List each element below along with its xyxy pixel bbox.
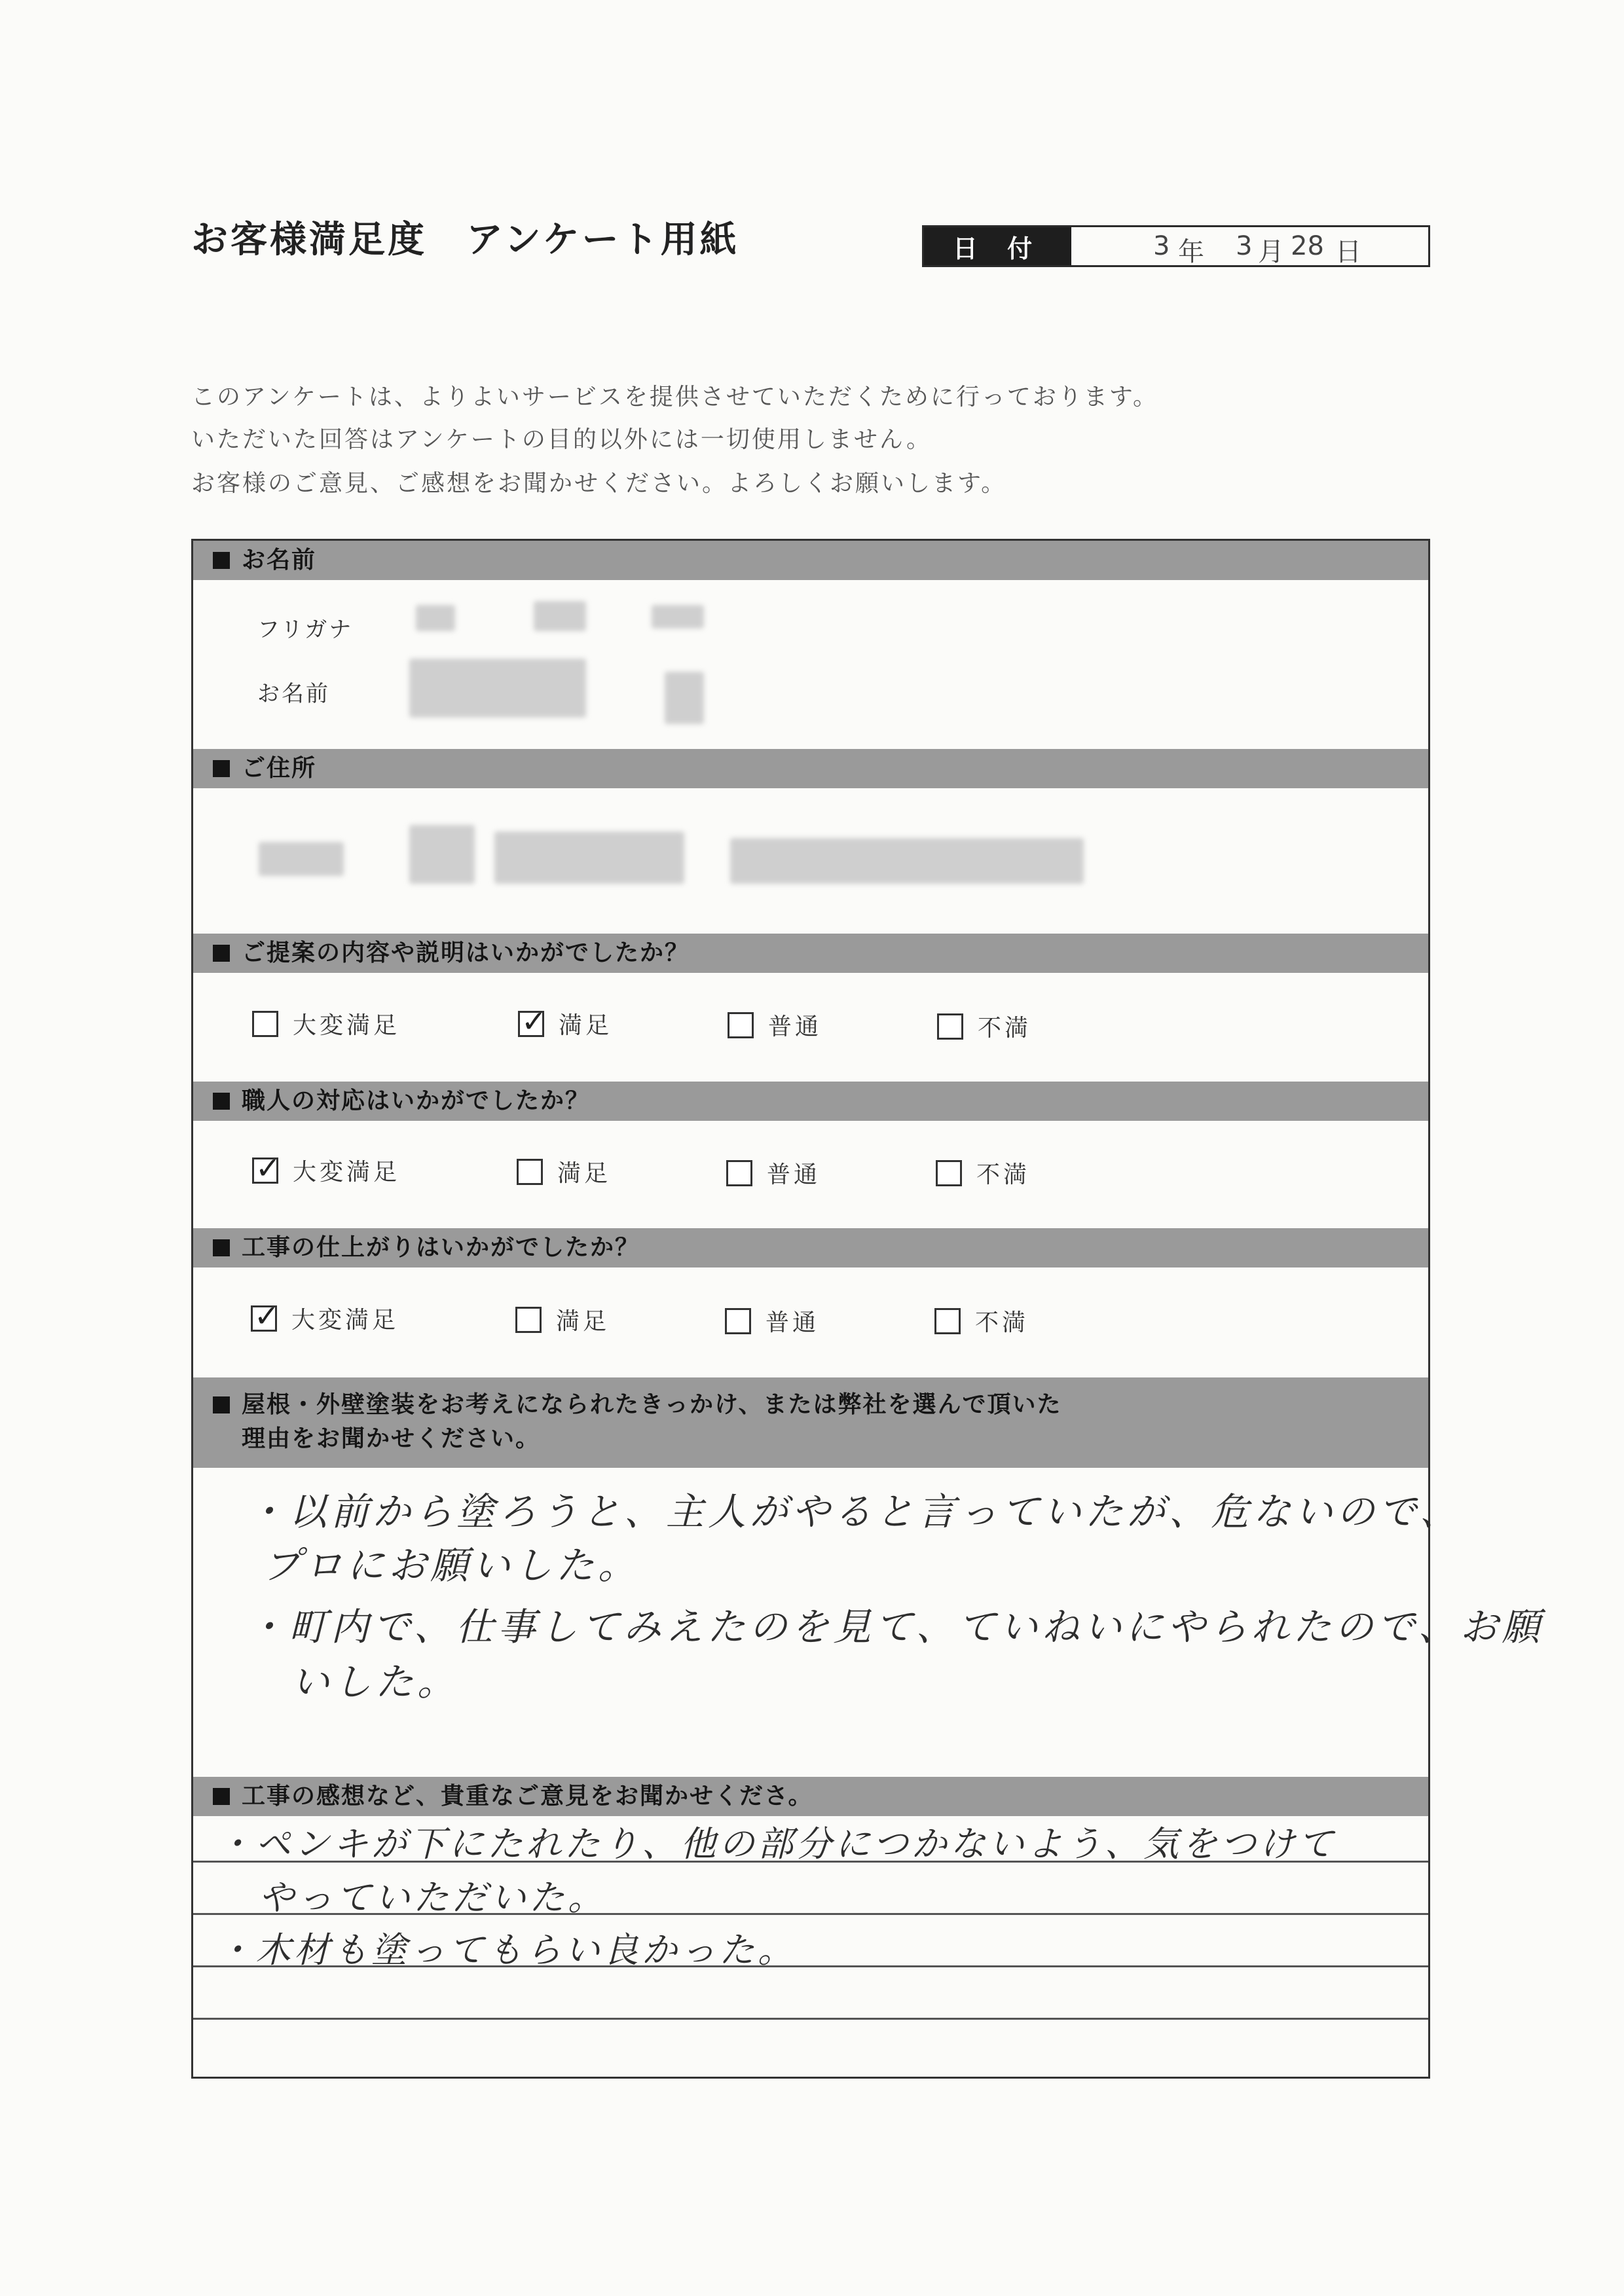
survey-form (191, 539, 1544, 2079)
redacted-furigana (534, 601, 586, 631)
date-day: 28 (1291, 231, 1324, 261)
checkbox[interactable] (726, 1160, 752, 1186)
bullet-square-icon (213, 1239, 230, 1256)
section-name-heading: お名前 (193, 541, 1428, 580)
q3-option-satisfied[interactable]: 満足 (515, 1303, 610, 1336)
checkbox[interactable] (517, 1159, 543, 1185)
bullet-square-icon (213, 760, 230, 777)
bullet-square-icon (213, 552, 230, 569)
q4-answer-line-3: ・町内で、仕事してみえたのを見て、ていねいにやられたので、お願 (247, 1605, 1544, 1649)
redacted-name (665, 672, 704, 724)
redacted-address (730, 838, 1084, 884)
section-q2-heading: 職人の対応はいかがでしたか？ (193, 1082, 1428, 1121)
date-year-unit: 年 (1178, 237, 1204, 267)
q1-option-dissatisfied[interactable]: 不満 (937, 1010, 1031, 1043)
q4-answer-line-1: ・以前から塗ろうと、主人がやると言っていたが、危ないので、 (247, 1489, 1462, 1534)
bullet-square-icon (213, 945, 230, 962)
checkbox[interactable] (252, 1011, 278, 1037)
q5-answer-line-1: ・ペンキが下にたれたり、他の部分につかないよう、気をつけて (217, 1823, 1337, 1865)
furigana-label: フリガナ (257, 617, 354, 643)
checkbox-checked[interactable] (252, 1157, 278, 1184)
checkbox-checked[interactable] (518, 1011, 544, 1037)
q4-answer-line-2: プロにお願いした。 (263, 1543, 640, 1588)
date-box (922, 225, 1430, 267)
checkbox-checked[interactable] (251, 1305, 277, 1332)
q5-answer-line-3: ・木材も塗ってもらい良かった。 (217, 1929, 796, 1971)
section-q5-heading: 工事の感想など、貴重なご意見をお聞かせくださ。 (193, 1777, 1428, 1816)
section-q1-heading: ご提案の内容や説明はいかがでしたか？ (193, 934, 1428, 973)
q5-answer-line-2: やっていただいた。 (259, 1877, 606, 1918)
intro-line-2: いただいた回答はアンケートの目的以外には一切使用しません。 (191, 426, 932, 453)
date-year: 3 (1153, 231, 1170, 261)
bullet-square-icon (213, 1788, 230, 1805)
section-q3-heading: 工事の仕上がりはいかがでしたか？ (193, 1228, 1428, 1267)
date-day-unit: 日 (1335, 237, 1361, 267)
redacted-address (259, 842, 344, 876)
q2-option-satisfied[interactable]: 満足 (517, 1155, 611, 1188)
q2-option-dissatisfied[interactable]: 不満 (936, 1156, 1030, 1190)
redacted-address (409, 825, 475, 884)
q2-option-very-satisfied[interactable]: ✓ 大変満足 (252, 1154, 400, 1187)
q3-option-normal[interactable]: 普通 (725, 1304, 819, 1338)
answer-line (193, 2018, 1428, 2020)
checkbox[interactable] (937, 1013, 963, 1040)
redacted-furigana (416, 605, 455, 631)
date-month: 3 (1236, 231, 1253, 261)
intro-line-3: お客様のご意見、ご感想をお聞かせください。よろしくお願いします。 (191, 470, 1007, 497)
q2-option-normal[interactable]: 普通 (726, 1156, 821, 1190)
section-q4-heading: 屋根・外壁塗装をお考えになられたきっかけ、または弊社を選んで頂いた 理由をお聞かせください。 (193, 1377, 1428, 1468)
checkbox[interactable] (725, 1308, 751, 1334)
form-title: お客様満足度 アンケート用紙 (191, 219, 739, 261)
intro-line-1: このアンケートは、よりよいサービスを提供させていただくために行っております。 (191, 384, 1158, 410)
date-label: 日 付 (924, 227, 1071, 265)
q1-option-satisfied[interactable]: ✓ 満足 (518, 1007, 612, 1040)
date-month-unit: 月 (1258, 237, 1284, 267)
q3-option-very-satisfied[interactable]: ✓ 大変満足 (251, 1302, 399, 1335)
section-address-heading: ご住所 (193, 749, 1428, 788)
redacted-address (494, 831, 684, 884)
q4-answer-line-4: いした。 (291, 1660, 460, 1704)
checkbox[interactable] (728, 1012, 754, 1038)
redacted-name (409, 659, 586, 718)
bullet-square-icon (213, 1396, 230, 1413)
bullet-square-icon (213, 1093, 230, 1110)
q1-option-very-satisfied[interactable]: 大変満足 (252, 1007, 400, 1040)
checkbox[interactable] (515, 1307, 542, 1333)
redacted-furigana (652, 605, 704, 629)
checkbox[interactable] (936, 1160, 962, 1186)
checkbox[interactable] (934, 1308, 961, 1334)
name-label: お名前 (257, 681, 330, 707)
q1-option-normal[interactable]: 普通 (728, 1008, 822, 1042)
q3-option-dissatisfied[interactable]: 不満 (934, 1304, 1029, 1338)
